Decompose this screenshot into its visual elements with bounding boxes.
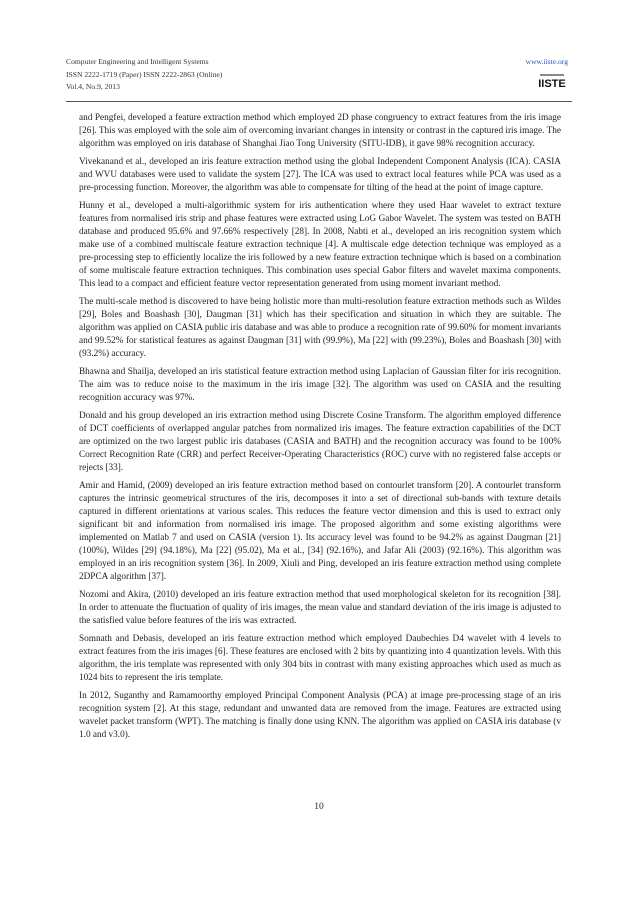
paragraph-9: Somnath and Debasis, developed an iris feature extraction method which employed Daubechies D4 wavelet with 4 levels to extract features from the iris images [6]. These features are enclosed with 2 bits by quantizing into 4 quantization levels. With this algorithm, the iris template was represented with only 304 bits in contrast with many existing approaches which used as much as 1024 bits to represent the iris template. [79,634,561,683]
paragraph-8: Nozomi and Akira, (2010) developed an iris feature extraction method that used morphological skeleton for its recognition [38]. In order to attenuate the fluctuation of quality of iris images, the mean value and standard deviation of the iris image is adjusted to the satisfied value before features of the iris was extracted. [79,590,561,626]
svg-text:IISTE: IISTE [538,78,566,90]
iiste-logo-icon [536,71,568,93]
paragraph-3: Hunny et al., developed a multi-algorithmic system for iris authentication where they used Haar wavelet to extract texture features from normalised iris strip and phase features were extracted using LoG Gabor Wavelet. The system was tested on BATH database and produced 95.6% and 97.66% respectively [28]. In 2008, Nabti et al., developed an iris recognition system which make use of a combined multiscale feature extraction technique [4]. A multiscale edge detection technique was employed as a pre-processing step to efficiently localize the iris followed by a new feature extraction technique which is based on a combination of some multiscale feature extraction techniques. This combination uses special Gabor filters and wavelet maxima components. This lead to a compact and efficient feature vector representation generated from using moment invariant method. [79,201,561,289]
page-header [66,56,572,98]
volume-line: Vol.4, No.9, 2013 [66,82,120,91]
journal-name: Computer Engineering and Intelligent Systems [66,57,209,66]
paragraph-5: Bhawna and Shailja, developed an iris statistical feature extraction method using Laplacian of Gaussian filter for iris recognition. The aim was to reduce noise to the maximum in the iris image [32]. The algorithm was used on CASIA and the resulting recognition accuracy was 97%. [79,367,561,403]
paragraph-7: Amir and Hamid, (2009) developed an iris feature extraction method based on contourlet transform [20]. A contourlet transform captures the intrinsic geometrical structures of the iris, decomposes it into a set of directional sub-bands with texture details captured in different orientations at various scales. This reduces the feature vector dimension and this is used to extract only significant bit and information from normalised iris image. The proposed algorithm and some existing algorithms were implemented on Matlab 7 and used on CASIA (version 1). Its accuracy level was found to be 94.2% as against Daugman [21] (100%), Wildes [29] (94.18%), Ma [22] (95.02), Ma et al., [34] (92.16%), and Jafar Ali (2003) (92.16%). This algorithm was employed in an iris recognition system [36]. In 2009, Xiuli and Ping, developed an iris feature extraction method using complete 2DPCA algorithm [37]. [79,481,561,582]
paragraph-1: and Pengfei, developed a feature extraction method which employed 2D phase congruency to extract features from the iris image [26]. This was employed with the sole aim of overcoming invariant changes in intensity or contrast in the captured iris image. The algorithm was employed on iris database of Shanghai Jiao Tong University (SITU-IDB), it gave 98% recognition accuracy. [79,113,561,149]
paragraph-4: The multi-scale method is discovered to have being holistic more than multi-resolution feature extraction methods such as Wildes [29], Boles and Boashash [30], Daugman [31] which has their specification and situation in which they are suitable. The algorithm was applied on CASIA public iris database and was able to produce a recognition rate of 99.60% for moment invariants and 99.52% for statistical features as against Daugman [31] with (99.9%), Ma [22] with (99.23%), Boles and Boashash [30] with (93.2%) accuracy. [79,297,561,359]
header-divider [66,101,572,102]
paragraph-6: Donald and his group developed an iris extraction method using Discrete Cosine Transform. The algorithm employed difference of DCT coefficients of overlapped angular patches from normalized iris images. The feature extraction capabilities of the DCT are optimized on the two largest public iris databases (CASIA and BATH) and the recognition accuracy was found to be 100% Correct Recognition Rate (CRR) and perfect Receiver-Operating Characteristics (ROC) curve with no registered false accepts or rejects [33]. [79,411,561,473]
journal-url-link[interactable]: www.iiste.org [525,57,568,66]
issn-line: ISSN 2222-1719 (Paper) ISSN 2222-2863 (Online) [66,69,223,79]
article-body [79,112,561,747]
page-number: 10 [314,802,324,812]
paragraph-10: In 2012, Suganthy and Ramamoorthy employed Principal Component Analysis (PCA) at image pre-processing stage of an iris recognition system [2]. At this stage, redundant and unwanted data are removed from the image. Features are extracted using wavelet packet transform (WPT). The matching is finally done using KNN. The algorithm was applied on CASIA iris database (v 1.0 and v3.0). [79,691,561,740]
paragraph-2: Vivekanand et al., developed an iris feature extraction method using the global Independent Component Analysis (ICA). CASIA and WVU databases were used to validate the system [27]. The ICA was used to extract local features while PCA was used as a pre-processing function. Moreover, the algorithm was able to compensate for tilting of the head at the point of image capture. [79,157,561,193]
